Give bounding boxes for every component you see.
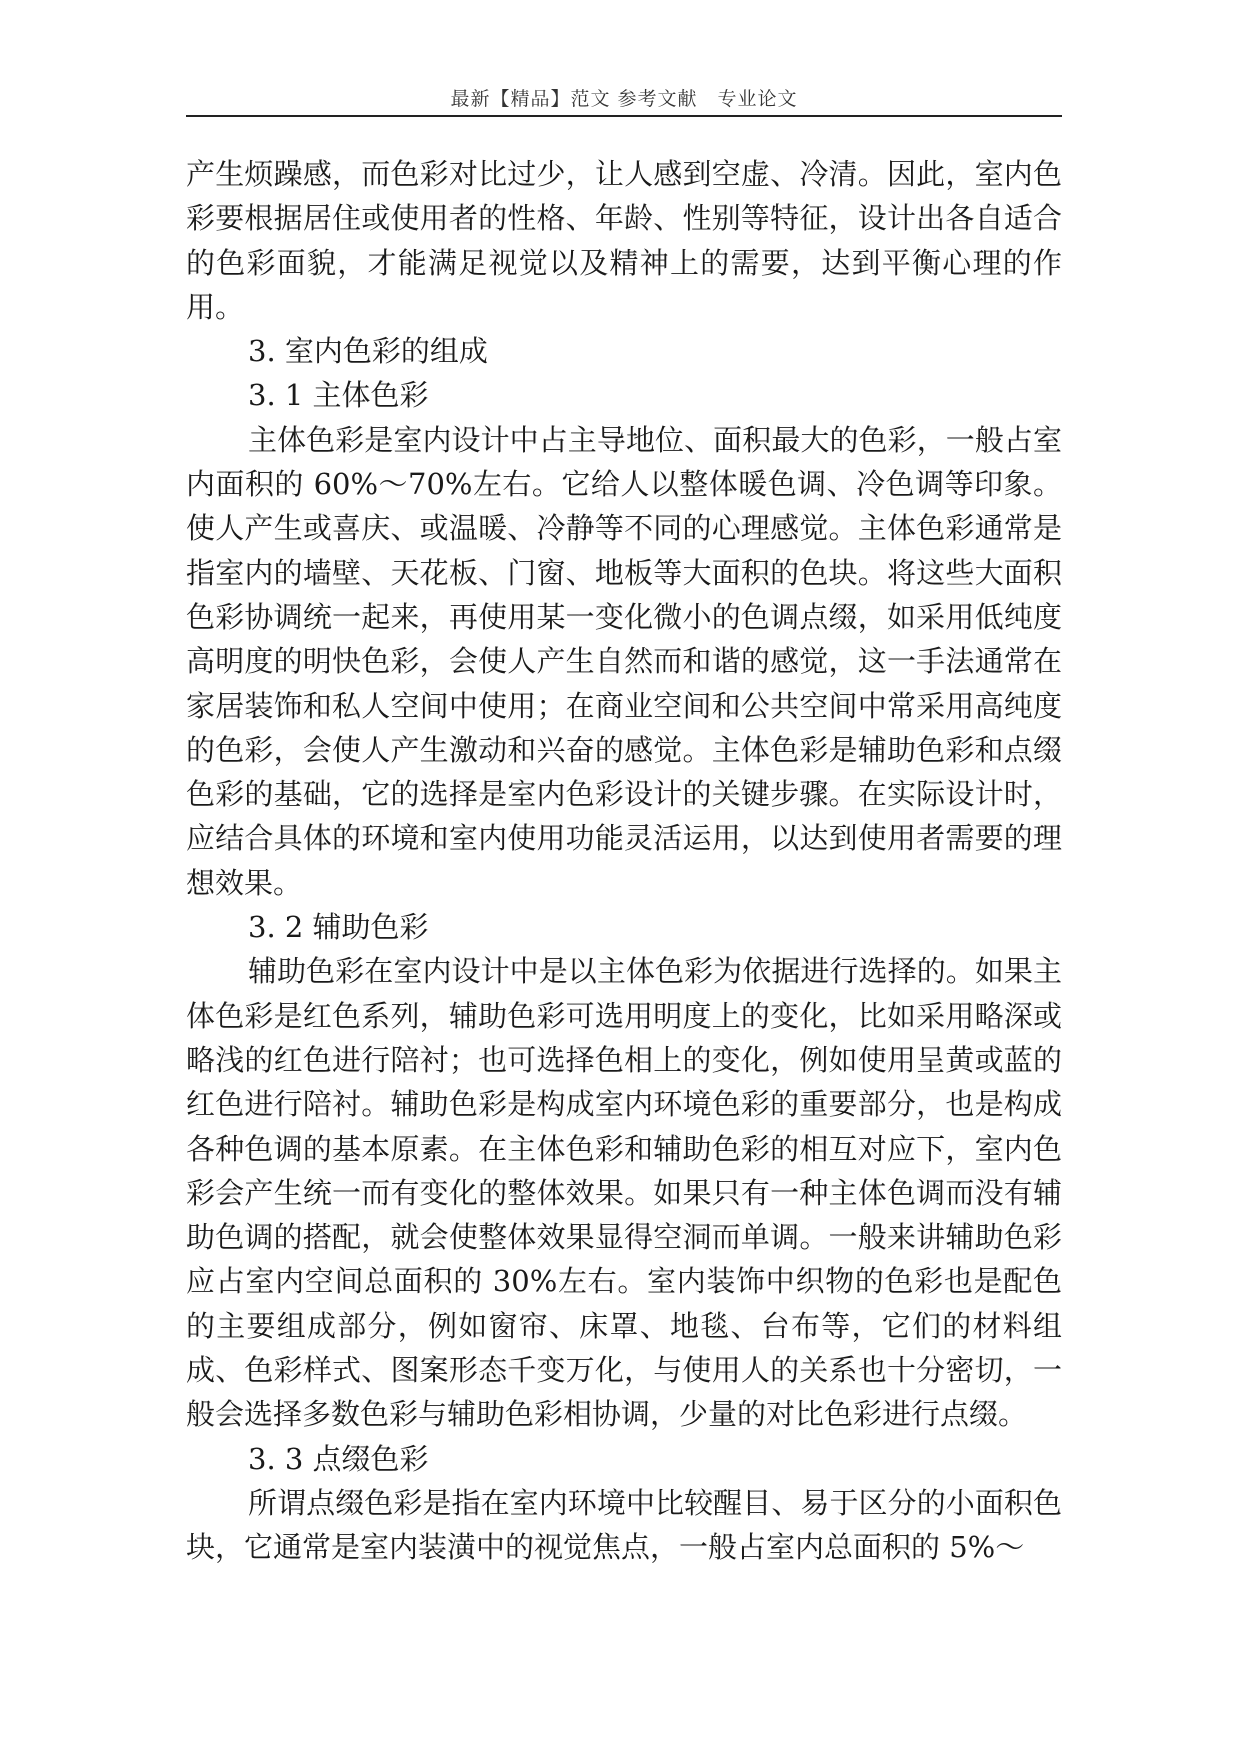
subsection-heading: 3. 2 辅助色彩	[248, 910, 429, 945]
paragraph: 辅助色彩在室内设计中是以主体色彩为依据进行选择的。如果主体色彩是红色系列，辅助色彩可选用明度上的变化，比如采用略深或略浅的红色进行陪衬；也可选择色相上的变化，例如使用呈黄或蓝的红色进行陪衬。辅助色彩是构成室内环境色彩的重要部分，也是构成各种色调的基本原素。在主体色彩和辅助色彩的相互对应下，室内色彩会产生统一而有变化的整体效果。如果只有一种主体色调而没有辅助色调的搭配，就会使整体效果显得空洞而单调。一般来讲辅助色彩应占室内空间总面积的 30%左右。室内装饰中织物的色彩也是配色的主要组成部分，例如窗帘、床罩、地毯、台布等，它们的材料组成、色彩样式、图案形态千变万化，与使用人的关系也十分密切，一般会选择多数色彩与辅助色彩相协调，少量的对比色彩进行点缀。	[186, 954, 1062, 1432]
paragraph: 主体色彩是室内设计中占主导地位、面积最大的色彩，一般占室内面积的 60%～70%左右。它给人以整体暖色调、冷色调等印象。使人产生或喜庆、或温暖、冷静等不同的心理感觉。主体色彩通常是指室内的墙壁、天花板、门窗、地板等大面积的色块。将这些大面积色彩协调统一起来，再使用某一变化微小的色调点缀，如采用低纯度高明度的明快色彩，会使人产生自然而和谐的感觉，这一手法通常在家居装饰和私人空间中使用；在商业空间和公共空间中常采用高纯度的色彩，会使人产生激动和兴奋的感觉。主体色彩是辅助色彩和点缀色彩的基础，它的选择是室内色彩设计的关键步骤。在实际设计时，应结合具体的环境和室内使用功能灵活运用，以达到使用者需要的理想效果。	[186, 422, 1062, 900]
header-divider	[186, 115, 1062, 117]
paragraph: 产生烦躁感，而色彩对比过少，让人感到空虚、冷清。因此，室内色彩要根据居住或使用者的性格、年龄、性别等特征，设计出各自适合的色彩面貌，才能满足视觉以及精神上的需要，达到平衡心理的作用。	[186, 157, 1062, 324]
page-header: 最新【精品】范文 参考文献 专业论文	[450, 88, 798, 110]
document-body	[186, 152, 1062, 1570]
subsection-heading: 3. 3 点缀色彩	[248, 1441, 429, 1476]
section-heading: 3. 室内色彩的组成	[248, 334, 488, 369]
paragraph: 所谓点缀色彩是指在室内环境中比较醒目、易于区分的小面积色块，它通常是室内装潢中的视觉焦点，一般占室内总面积的 5%～	[186, 1485, 1062, 1565]
subsection-heading: 3. 1 主体色彩	[248, 378, 429, 413]
